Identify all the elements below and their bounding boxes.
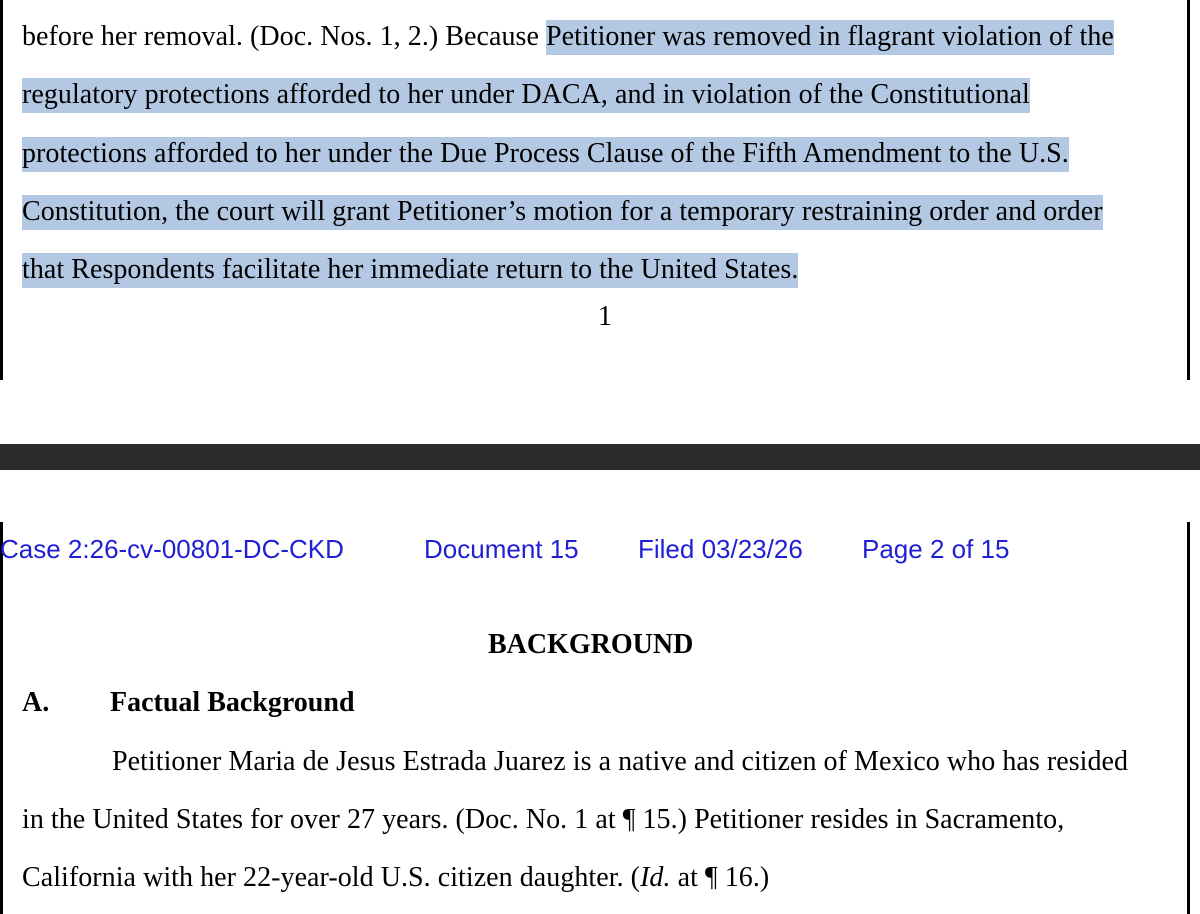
body-line [22, 861, 769, 895]
subsection-letter: A. [22, 687, 50, 718]
body-line: Petitioner Maria de Jesus Estrada Juarez is a native and citizen of Mexico who has resided [112, 746, 1129, 777]
body-line: in the United States for over 27 years. (Doc. No. 1 at ¶ 15.) Petitioner resides in Sacramento, [22, 804, 1065, 835]
highlighted-text[interactable]: regulatory protections afforded to her under DACA, and in violation of the Constitutional [22, 78, 1030, 113]
subsection-title: Factual Background [110, 687, 355, 718]
text-line [22, 195, 1103, 229]
highlighted-text[interactable]: protections afforded to her under the Due Process Clause of the Fifth Amendment to the U.S. [22, 137, 1069, 172]
case-number: Case 2:26-cv-00801-DC-CKD [0, 534, 344, 564]
citation-italic: Id. [640, 862, 671, 893]
page-border-left [0, 522, 3, 914]
text-line [22, 20, 1114, 54]
page-border-right [1187, 0, 1190, 380]
highlighted-text[interactable]: that Respondents facilitate her immediate return to the United States. [22, 253, 798, 288]
text-line [22, 78, 1030, 112]
page-separator [0, 444, 1200, 470]
page-number: 1 [598, 301, 612, 332]
text-span: California with her 22-year-old U.S. citizen daughter. ( [22, 862, 641, 893]
text-line [22, 253, 798, 287]
section-heading: BACKGROUND [488, 629, 694, 660]
document-number: Document 15 [424, 534, 579, 564]
text-line [22, 137, 1069, 171]
page-border-left [0, 0, 3, 380]
page-indicator: Page 2 of 15 [862, 534, 1010, 564]
highlighted-text[interactable]: Constitution, the court will grant Petitioner’s motion for a temporary restraining order and order [22, 195, 1103, 230]
highlighted-text[interactable]: Petitioner was removed in flagrant violation of the [546, 20, 1114, 55]
text-span: at ¶ 16.) [670, 862, 770, 893]
page-border-right [1187, 522, 1190, 914]
filed-date: Filed 03/23/26 [638, 534, 803, 564]
text-span: before her removal. (Doc. Nos. 1, 2.) Because [22, 21, 546, 52]
